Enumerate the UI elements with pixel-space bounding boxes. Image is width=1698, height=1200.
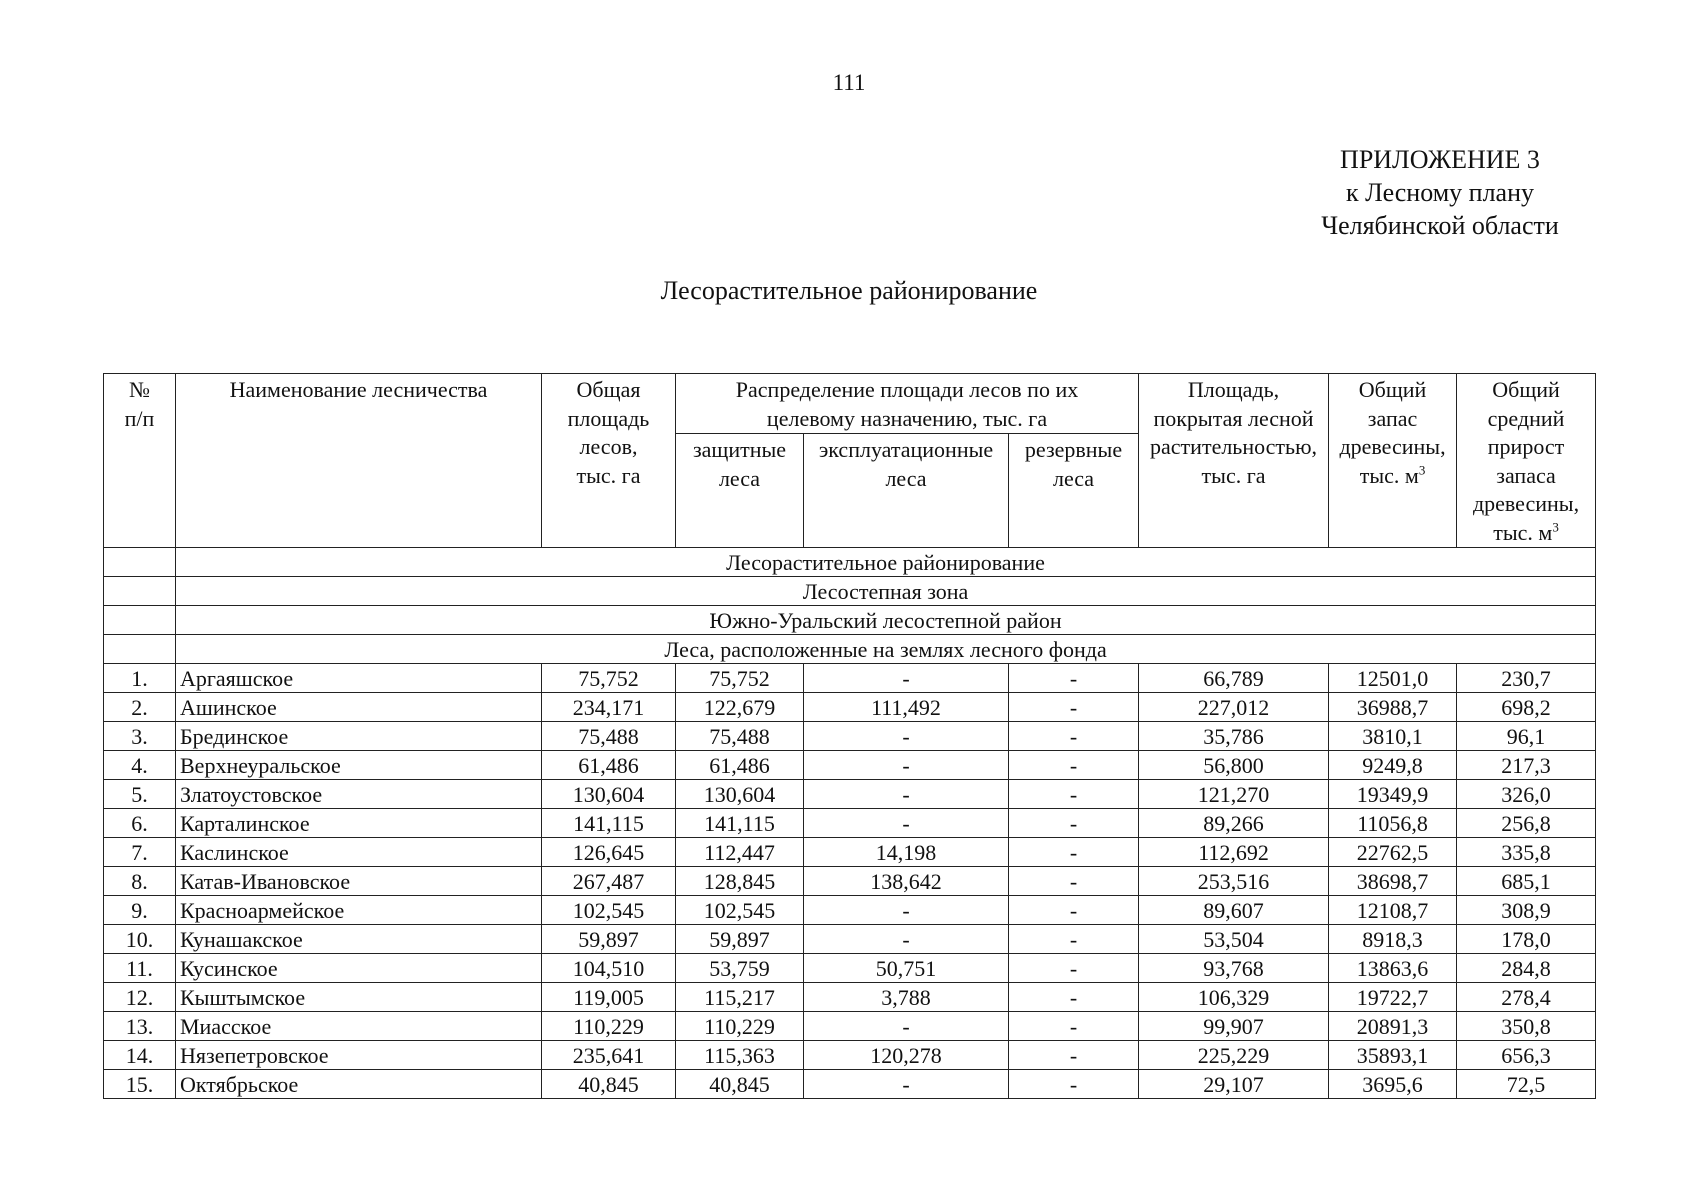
covered-area-cell: 253,516 bbox=[1139, 867, 1329, 896]
total-area-cell: 126,645 bbox=[542, 838, 676, 867]
exploitation-cell: 111,492 bbox=[804, 693, 1009, 722]
timber-stock-cell: 36988,7 bbox=[1329, 693, 1457, 722]
header-reserve: резервные леса bbox=[1009, 434, 1139, 548]
section-label: Южно-Уральский лесостепной район bbox=[176, 606, 1596, 635]
protective-cell: 110,229 bbox=[676, 1012, 804, 1041]
header-mean-growth: Общий средний прирост запаса древесины, тыс. $м^3$ bbox=[1457, 374, 1596, 548]
protective-cell: 61,486 bbox=[676, 751, 804, 780]
table-row bbox=[104, 1012, 1596, 1041]
row-number: 15. bbox=[104, 1070, 176, 1099]
timber-stock-cell: 13863,6 bbox=[1329, 954, 1457, 983]
section-label: Леса, расположенные на землях лесного фонда bbox=[176, 635, 1596, 664]
total-area-cell: 110,229 bbox=[542, 1012, 676, 1041]
mean-growth-cell: 278,4 bbox=[1457, 983, 1596, 1012]
table-row bbox=[104, 664, 1596, 693]
protective-cell: 53,759 bbox=[676, 954, 804, 983]
section-label: Лесостепная зона bbox=[176, 577, 1596, 606]
forestry-name: Каслинское bbox=[176, 838, 542, 867]
forestry-name: Красноармейское bbox=[176, 896, 542, 925]
total-area-cell: 104,510 bbox=[542, 954, 676, 983]
mean-growth-cell: 350,8 bbox=[1457, 1012, 1596, 1041]
forestry-name: Златоустовское bbox=[176, 780, 542, 809]
table-row bbox=[104, 751, 1596, 780]
exploitation-cell: - bbox=[804, 1012, 1009, 1041]
reserve-cell: - bbox=[1009, 1070, 1139, 1099]
forestry-name: Кунашакское bbox=[176, 925, 542, 954]
table-row bbox=[104, 780, 1596, 809]
reserve-cell: - bbox=[1009, 896, 1139, 925]
row-number: 5. bbox=[104, 780, 176, 809]
protective-cell: 141,115 bbox=[676, 809, 804, 838]
covered-area-cell: 53,504 bbox=[1139, 925, 1329, 954]
forestry-name: Кусинское bbox=[176, 954, 542, 983]
appendix-line: Челябинской области bbox=[1321, 211, 1559, 240]
exploitation-cell: 14,198 bbox=[804, 838, 1009, 867]
covered-area-cell: 106,329 bbox=[1139, 983, 1329, 1012]
forestry-name: Аргаяшское bbox=[176, 664, 542, 693]
forestry-name: Нязепетровское bbox=[176, 1041, 542, 1070]
row-number: 11. bbox=[104, 954, 176, 983]
mean-growth-cell: 256,8 bbox=[1457, 809, 1596, 838]
exploitation-cell: - bbox=[804, 664, 1009, 693]
appendix-line: к Лесному плану bbox=[1345, 178, 1535, 207]
mean-growth-cell: 230,7 bbox=[1457, 664, 1596, 693]
row-number: 12. bbox=[104, 983, 176, 1012]
exploitation-cell: - bbox=[804, 925, 1009, 954]
table-header bbox=[104, 374, 1596, 548]
protective-cell: 102,545 bbox=[676, 896, 804, 925]
reserve-cell: - bbox=[1009, 1012, 1139, 1041]
row-number: 10. bbox=[104, 925, 176, 954]
forestry-name: Брединское bbox=[176, 722, 542, 751]
header-num: № п/п bbox=[104, 374, 176, 548]
exploitation-cell: - bbox=[804, 780, 1009, 809]
total-area-cell: 75,752 bbox=[542, 664, 676, 693]
protective-cell: 40,845 bbox=[676, 1070, 804, 1099]
mean-growth-cell: 335,8 bbox=[1457, 838, 1596, 867]
protective-cell: 130,604 bbox=[676, 780, 804, 809]
reserve-cell: - bbox=[1009, 983, 1139, 1012]
row-number: 14. bbox=[104, 1041, 176, 1070]
total-area-cell: 267,487 bbox=[542, 867, 676, 896]
covered-area-cell: 225,229 bbox=[1139, 1041, 1329, 1070]
timber-stock-cell: 12108,7 bbox=[1329, 896, 1457, 925]
header-exploitation: эксплуатационные леса bbox=[804, 434, 1009, 548]
table-row bbox=[104, 838, 1596, 867]
row-number: 6. bbox=[104, 809, 176, 838]
exploitation-cell: - bbox=[804, 896, 1009, 925]
total-area-cell: 102,545 bbox=[542, 896, 676, 925]
exploitation-cell: 120,278 bbox=[804, 1041, 1009, 1070]
exploitation-cell: 3,788 bbox=[804, 983, 1009, 1012]
forestry-name: Миасское bbox=[176, 1012, 542, 1041]
timber-stock-cell: 19349,9 bbox=[1329, 780, 1457, 809]
reserve-cell: - bbox=[1009, 1041, 1139, 1070]
exploitation-cell: - bbox=[804, 809, 1009, 838]
timber-stock-cell: 12501,0 bbox=[1329, 664, 1457, 693]
timber-stock-cell: 38698,7 bbox=[1329, 867, 1457, 896]
mean-growth-cell: 685,1 bbox=[1457, 867, 1596, 896]
mean-growth-cell: 326,0 bbox=[1457, 780, 1596, 809]
row-number: 9. bbox=[104, 896, 176, 925]
timber-stock-cell: 9249,8 bbox=[1329, 751, 1457, 780]
protective-cell: 112,447 bbox=[676, 838, 804, 867]
exploitation-cell: - bbox=[804, 722, 1009, 751]
covered-area-cell: 112,692 bbox=[1139, 838, 1329, 867]
table-row bbox=[104, 954, 1596, 983]
section-row bbox=[104, 577, 1596, 606]
reserve-cell: - bbox=[1009, 925, 1139, 954]
mean-growth-cell: 217,3 bbox=[1457, 751, 1596, 780]
covered-area-cell: 35,786 bbox=[1139, 722, 1329, 751]
appendix-note bbox=[1240, 143, 1640, 242]
table-row bbox=[104, 722, 1596, 751]
protective-cell: 122,679 bbox=[676, 693, 804, 722]
forestry-name: Октябрьское bbox=[176, 1070, 542, 1099]
timber-stock-cell: 3695,6 bbox=[1329, 1070, 1457, 1099]
page-number: 111 bbox=[832, 70, 866, 95]
section-row bbox=[104, 606, 1596, 635]
mean-growth-cell: 178,0 bbox=[1457, 925, 1596, 954]
header-total-area: Общая площадь лесов, тыс. га bbox=[542, 374, 676, 548]
forestry-table bbox=[103, 373, 1596, 1099]
row-number: 8. bbox=[104, 867, 176, 896]
row-number: 7. bbox=[104, 838, 176, 867]
covered-area-cell: 66,789 bbox=[1139, 664, 1329, 693]
table-body bbox=[104, 548, 1596, 1099]
protective-cell: 115,217 bbox=[676, 983, 804, 1012]
section-label: Лесорастительное районирование bbox=[176, 548, 1596, 577]
timber-stock-cell: 19722,7 bbox=[1329, 983, 1457, 1012]
table-row bbox=[104, 1070, 1596, 1099]
covered-area-cell: 56,800 bbox=[1139, 751, 1329, 780]
document-title: Лесорастительное районирование bbox=[660, 276, 1038, 305]
exploitation-cell: 50,751 bbox=[804, 954, 1009, 983]
protective-cell: 75,752 bbox=[676, 664, 804, 693]
mean-growth-cell: 698,2 bbox=[1457, 693, 1596, 722]
total-area-cell: 119,005 bbox=[542, 983, 676, 1012]
forestry-name: Кыштымское bbox=[176, 983, 542, 1012]
mean-growth-cell: 284,8 bbox=[1457, 954, 1596, 983]
timber-stock-cell: 35893,1 bbox=[1329, 1041, 1457, 1070]
timber-stock-cell: 22762,5 bbox=[1329, 838, 1457, 867]
exploitation-cell: 138,642 bbox=[804, 867, 1009, 896]
table-row bbox=[104, 867, 1596, 896]
reserve-cell: - bbox=[1009, 838, 1139, 867]
total-area-cell: 141,115 bbox=[542, 809, 676, 838]
total-area-cell: 40,845 bbox=[542, 1070, 676, 1099]
covered-area-cell: 89,607 bbox=[1139, 896, 1329, 925]
row-number: 1. bbox=[104, 664, 176, 693]
mean-growth-cell: 96,1 bbox=[1457, 722, 1596, 751]
table-row bbox=[104, 983, 1596, 1012]
reserve-cell: - bbox=[1009, 954, 1139, 983]
timber-stock-cell: 3810,1 bbox=[1329, 722, 1457, 751]
row-number: 3. bbox=[104, 722, 176, 751]
timber-stock-cell: 11056,8 bbox=[1329, 809, 1457, 838]
covered-area-cell: 227,012 bbox=[1139, 693, 1329, 722]
row-number: 13. bbox=[104, 1012, 176, 1041]
protective-cell: 128,845 bbox=[676, 867, 804, 896]
forestry-name: Катав-Ивановское bbox=[176, 867, 542, 896]
header-timber-stock: Общий запас древесины, тыс. $м^3$ bbox=[1329, 374, 1457, 548]
reserve-cell: - bbox=[1009, 664, 1139, 693]
protective-cell: 75,488 bbox=[676, 722, 804, 751]
reserve-cell: - bbox=[1009, 751, 1139, 780]
forestry-name: Верхнеуральское bbox=[176, 751, 542, 780]
covered-area-cell: 99,907 bbox=[1139, 1012, 1329, 1041]
section-row bbox=[104, 548, 1596, 577]
total-area-cell: 235,641 bbox=[542, 1041, 676, 1070]
protective-cell: 115,363 bbox=[676, 1041, 804, 1070]
covered-area-cell: 121,270 bbox=[1139, 780, 1329, 809]
total-area-cell: 59,897 bbox=[542, 925, 676, 954]
total-area-cell: 75,488 bbox=[542, 722, 676, 751]
total-area-cell: 234,171 bbox=[542, 693, 676, 722]
reserve-cell: - bbox=[1009, 867, 1139, 896]
total-area-cell: 61,486 bbox=[542, 751, 676, 780]
covered-area-cell: 93,768 bbox=[1139, 954, 1329, 983]
mean-growth-cell: 72,5 bbox=[1457, 1070, 1596, 1099]
appendix-line: ПРИЛОЖЕНИЕ 3 bbox=[1340, 145, 1540, 174]
reserve-cell: - bbox=[1009, 693, 1139, 722]
table-row bbox=[104, 925, 1596, 954]
row-number: 2. bbox=[104, 693, 176, 722]
mean-growth-cell: 656,3 bbox=[1457, 1041, 1596, 1070]
forestry-name: Карталинское bbox=[176, 809, 542, 838]
header-name: Наименование лесничества bbox=[176, 374, 542, 548]
covered-area-cell: 29,107 bbox=[1139, 1070, 1329, 1099]
exploitation-cell: - bbox=[804, 1070, 1009, 1099]
table-row bbox=[104, 809, 1596, 838]
covered-area-cell: 89,266 bbox=[1139, 809, 1329, 838]
header-distribution: Распределение площади лесов по их целевому назначению, тыс. га bbox=[676, 374, 1139, 434]
protective-cell: 59,897 bbox=[676, 925, 804, 954]
total-area-cell: 130,604 bbox=[542, 780, 676, 809]
header-covered-area: Площадь, покрытая лесной растительностью, тыс. га bbox=[1139, 374, 1329, 548]
mean-growth-cell: 308,9 bbox=[1457, 896, 1596, 925]
exploitation-cell: - bbox=[804, 751, 1009, 780]
reserve-cell: - bbox=[1009, 809, 1139, 838]
row-number: 4. bbox=[104, 751, 176, 780]
reserve-cell: - bbox=[1009, 722, 1139, 751]
section-row bbox=[104, 635, 1596, 664]
forestry-name: Ашинское bbox=[176, 693, 542, 722]
timber-stock-cell: 20891,3 bbox=[1329, 1012, 1457, 1041]
reserve-cell: - bbox=[1009, 780, 1139, 809]
table-row bbox=[104, 896, 1596, 925]
header-protective: защитные леса bbox=[676, 434, 804, 548]
table-row bbox=[104, 693, 1596, 722]
table-row bbox=[104, 1041, 1596, 1070]
timber-stock-cell: 8918,3 bbox=[1329, 925, 1457, 954]
